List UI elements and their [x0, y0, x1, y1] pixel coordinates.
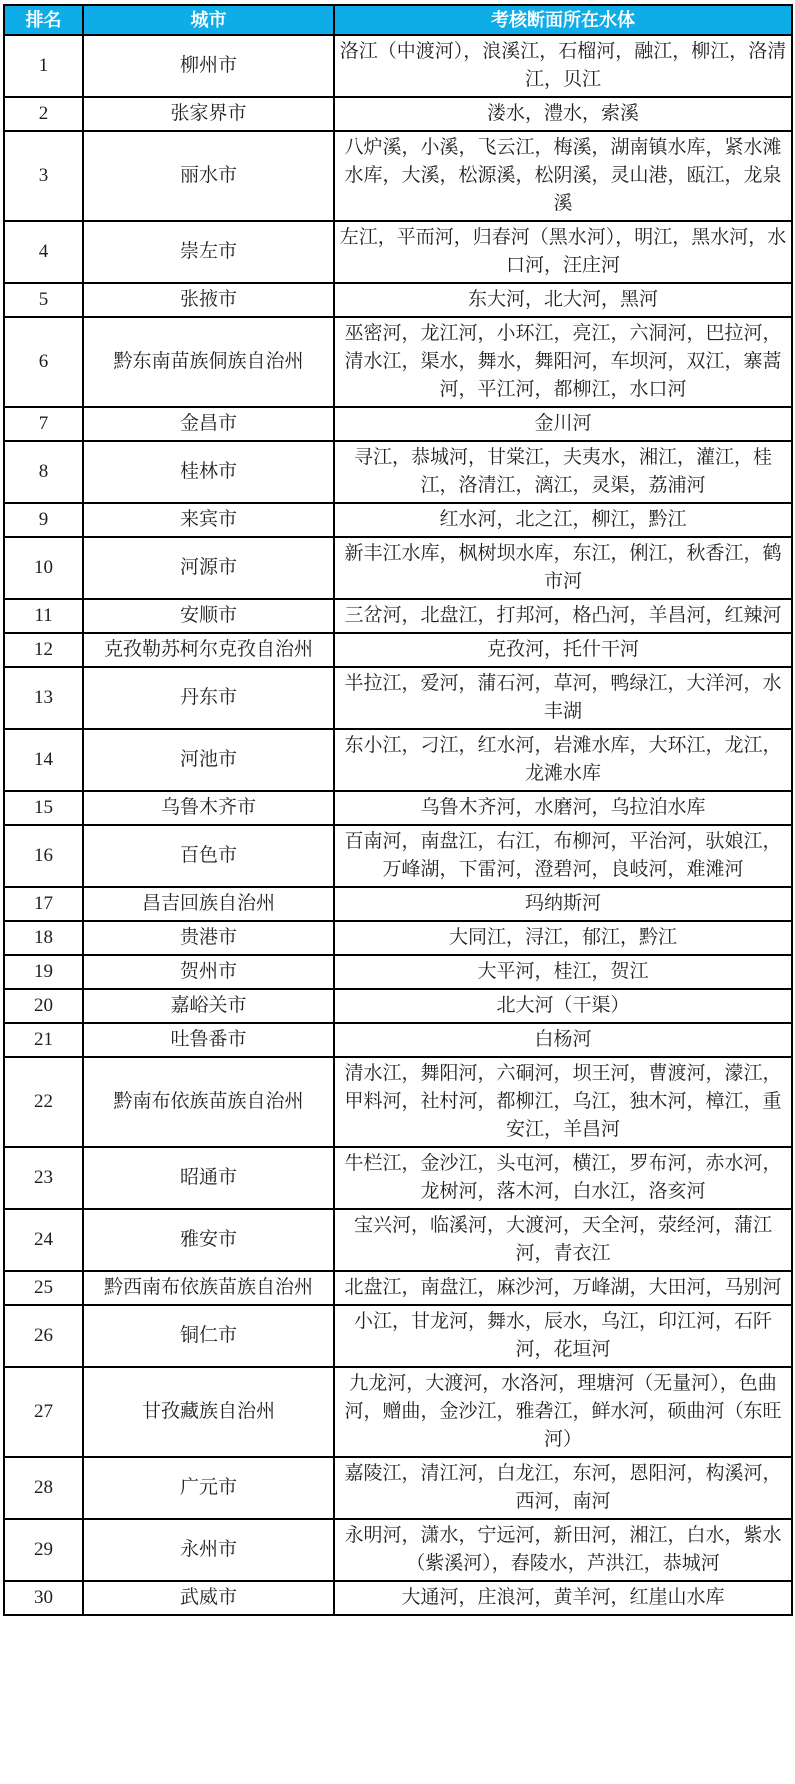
city-cell: 贵港市: [83, 921, 334, 955]
city-cell: 黔南布依族苗族自治州: [83, 1057, 334, 1147]
city-cell: 丹东市: [83, 667, 334, 729]
rank-cell: 8: [4, 441, 83, 503]
waters-cell: 溇水，澧水，索溪: [334, 97, 792, 131]
waters-cell: 北大河（干渠）: [334, 989, 792, 1023]
waters-cell: 嘉陵江，清江河，白龙江，东河，恩阳河，构溪河，西河，南河: [334, 1457, 792, 1519]
rank-cell: 2: [4, 97, 83, 131]
waters-cell: 东大河，北大河，黑河: [334, 283, 792, 317]
table-row: [4, 1057, 792, 1147]
table-row: [4, 1271, 792, 1305]
table-row: [4, 791, 792, 825]
table-row: [4, 921, 792, 955]
waters-column-header: 考核断面所在水体: [334, 5, 792, 35]
table-row: [4, 317, 792, 407]
city-cell: 河源市: [83, 537, 334, 599]
waters-cell: 三岔河，北盘江，打邦河，格凸河，羊昌河，红辣河: [334, 599, 792, 633]
city-cell: 来宾市: [83, 503, 334, 537]
table-row: [4, 1023, 792, 1057]
waters-cell: 大同江，浔江，郁江，黔江: [334, 921, 792, 955]
rank-cell: 19: [4, 955, 83, 989]
city-cell: 黔东南苗族侗族自治州: [83, 317, 334, 407]
rank-cell: 27: [4, 1367, 83, 1457]
table-row: [4, 599, 792, 633]
waters-cell: 玛纳斯河: [334, 887, 792, 921]
waters-cell: 宝兴河，临溪河，大渡河，天全河，荥经河，蒲江河，青衣江: [334, 1209, 792, 1271]
waters-cell: 北盘江，南盘江，麻沙河，万峰湖，大田河，马别河: [334, 1271, 792, 1305]
table-row: [4, 1581, 792, 1615]
city-cell: 昭通市: [83, 1147, 334, 1209]
city-cell: 贺州市: [83, 955, 334, 989]
table-row: [4, 441, 792, 503]
waters-cell: 大通河，庄浪河，黄羊河，红崖山水库: [334, 1581, 792, 1615]
table-row: [4, 407, 792, 441]
rank-column-header: 排名: [4, 5, 83, 35]
rank-cell: 29: [4, 1519, 83, 1581]
rank-cell: 16: [4, 825, 83, 887]
city-cell: 金昌市: [83, 407, 334, 441]
rank-cell: 7: [4, 407, 83, 441]
rank-cell: 6: [4, 317, 83, 407]
rank-cell: 22: [4, 1057, 83, 1147]
table-row: [4, 1209, 792, 1271]
rank-cell: 3: [4, 131, 83, 221]
table-row: [4, 1457, 792, 1519]
waters-cell: 永明河，潇水，宁远河，新田河，湘江，白水，紫水（紫溪河），舂陵水，芦洪江，恭城河: [334, 1519, 792, 1581]
waters-cell: 八炉溪，小溪，飞云江，梅溪，湖南镇水库，紧水滩水库，大溪，松源溪，松阴溪，灵山港，瓯江，龙泉溪: [334, 131, 792, 221]
table-row: [4, 825, 792, 887]
city-cell: 永州市: [83, 1519, 334, 1581]
rank-cell: 30: [4, 1581, 83, 1615]
table-header-row: [4, 5, 792, 35]
rank-cell: 20: [4, 989, 83, 1023]
city-cell: 崇左市: [83, 221, 334, 283]
waters-cell: 清水江，舞阳河，六硐河，坝王河，曹渡河，濛江，甲料河，社村河，都柳江，乌江，独木河，樟江，重安江，羊昌河: [334, 1057, 792, 1147]
rank-cell: 11: [4, 599, 83, 633]
waters-cell: 巫密河，龙江河，小环江，亮江，六洞河，巴拉河，清水江，渠水，舞水，舞阳河，车坝河，双江，寨蒿河，平江河，都柳江，水口河: [334, 317, 792, 407]
rank-cell: 18: [4, 921, 83, 955]
table-header: [4, 5, 792, 35]
rank-cell: 12: [4, 633, 83, 667]
city-cell: 丽水市: [83, 131, 334, 221]
city-cell: 甘孜藏族自治州: [83, 1367, 334, 1457]
waters-cell: 百南河，南盘江，右江，布柳河，平治河，驮娘江，万峰湖，下雷河，澄碧河，良岐河，难滩河: [334, 825, 792, 887]
waters-cell: 新丰江水库，枫树坝水库，东江，俐江，秋香江，鹤市河: [334, 537, 792, 599]
table-row: [4, 1305, 792, 1367]
table-row: [4, 729, 792, 791]
city-cell: 张掖市: [83, 283, 334, 317]
table-row: [4, 131, 792, 221]
city-cell: 武威市: [83, 1581, 334, 1615]
city-cell: 嘉峪关市: [83, 989, 334, 1023]
waters-cell: 红水河，北之江，柳江，黔江: [334, 503, 792, 537]
city-cell: 克孜勒苏柯尔克孜自治州: [83, 633, 334, 667]
rank-cell: 28: [4, 1457, 83, 1519]
waters-cell: 乌鲁木齐河，水磨河，乌拉泊水库: [334, 791, 792, 825]
waters-cell: 左江，平而河，归春河（黑水河），明江，黑水河，水口河，汪庄河: [334, 221, 792, 283]
table-row: [4, 989, 792, 1023]
waters-cell: 白杨河: [334, 1023, 792, 1057]
rank-cell: 1: [4, 35, 83, 97]
city-cell: 雅安市: [83, 1209, 334, 1271]
table-row: [4, 1519, 792, 1581]
table-row: [4, 667, 792, 729]
city-cell: 柳州市: [83, 35, 334, 97]
waters-cell: 大平河，桂江，贺江: [334, 955, 792, 989]
waters-cell: 洛江（中渡河），浪溪江，石榴河，融江，柳江，洛清江，贝江: [334, 35, 792, 97]
table-row: [4, 633, 792, 667]
table-row: [4, 35, 792, 97]
table-row: [4, 503, 792, 537]
waters-cell: 克孜河，托什干河: [334, 633, 792, 667]
waters-cell: 寻江，恭城河，甘棠江，夫夷水，湘江，灌江，桂江，洛清江，漓江，灵渠，荔浦河: [334, 441, 792, 503]
table-row: [4, 1147, 792, 1209]
city-cell: 张家界市: [83, 97, 334, 131]
table-row: [4, 1367, 792, 1457]
city-cell: 黔西南布依族苗族自治州: [83, 1271, 334, 1305]
table-row: [4, 537, 792, 599]
city-cell: 昌吉回族自治州: [83, 887, 334, 921]
rank-cell: 10: [4, 537, 83, 599]
rank-cell: 26: [4, 1305, 83, 1367]
city-cell: 广元市: [83, 1457, 334, 1519]
rank-cell: 5: [4, 283, 83, 317]
city-cell: 乌鲁木齐市: [83, 791, 334, 825]
table-row: [4, 283, 792, 317]
waters-cell: 半拉江，爱河，蒲石河，草河，鸭绿江，大洋河，水丰湖: [334, 667, 792, 729]
waters-cell: 小江，甘龙河，舞水，辰水，乌江，印江河，石阡河，花垣河: [334, 1305, 792, 1367]
city-water-ranking-table: [3, 4, 793, 1616]
rank-cell: 13: [4, 667, 83, 729]
rank-cell: 23: [4, 1147, 83, 1209]
city-cell: 铜仁市: [83, 1305, 334, 1367]
city-cell: 吐鲁番市: [83, 1023, 334, 1057]
rank-cell: 14: [4, 729, 83, 791]
rank-cell: 24: [4, 1209, 83, 1271]
table-row: [4, 955, 792, 989]
rank-cell: 4: [4, 221, 83, 283]
city-cell: 百色市: [83, 825, 334, 887]
table-row: [4, 97, 792, 131]
city-cell: 河池市: [83, 729, 334, 791]
rank-cell: 17: [4, 887, 83, 921]
waters-cell: 东小江，刁江，红水河，岩滩水库，大环江，龙江，龙滩水库: [334, 729, 792, 791]
city-cell: 桂林市: [83, 441, 334, 503]
table-body: [4, 35, 792, 1615]
table-row: [4, 887, 792, 921]
rank-cell: 15: [4, 791, 83, 825]
rank-cell: 21: [4, 1023, 83, 1057]
waters-cell: 金川河: [334, 407, 792, 441]
waters-cell: 九龙河，大渡河，水洛河，理塘河（无量河），色曲河，赠曲，金沙江，雅砻江，鲜水河，硕曲河（东旺河）: [334, 1367, 792, 1457]
city-cell: 安顺市: [83, 599, 334, 633]
rank-cell: 25: [4, 1271, 83, 1305]
waters-cell: 牛栏江，金沙江，头屯河，横江，罗布河，赤水河，龙树河，落木河，白水江，洛亥河: [334, 1147, 792, 1209]
city-column-header: 城市: [83, 5, 334, 35]
rank-cell: 9: [4, 503, 83, 537]
table-row: [4, 221, 792, 283]
